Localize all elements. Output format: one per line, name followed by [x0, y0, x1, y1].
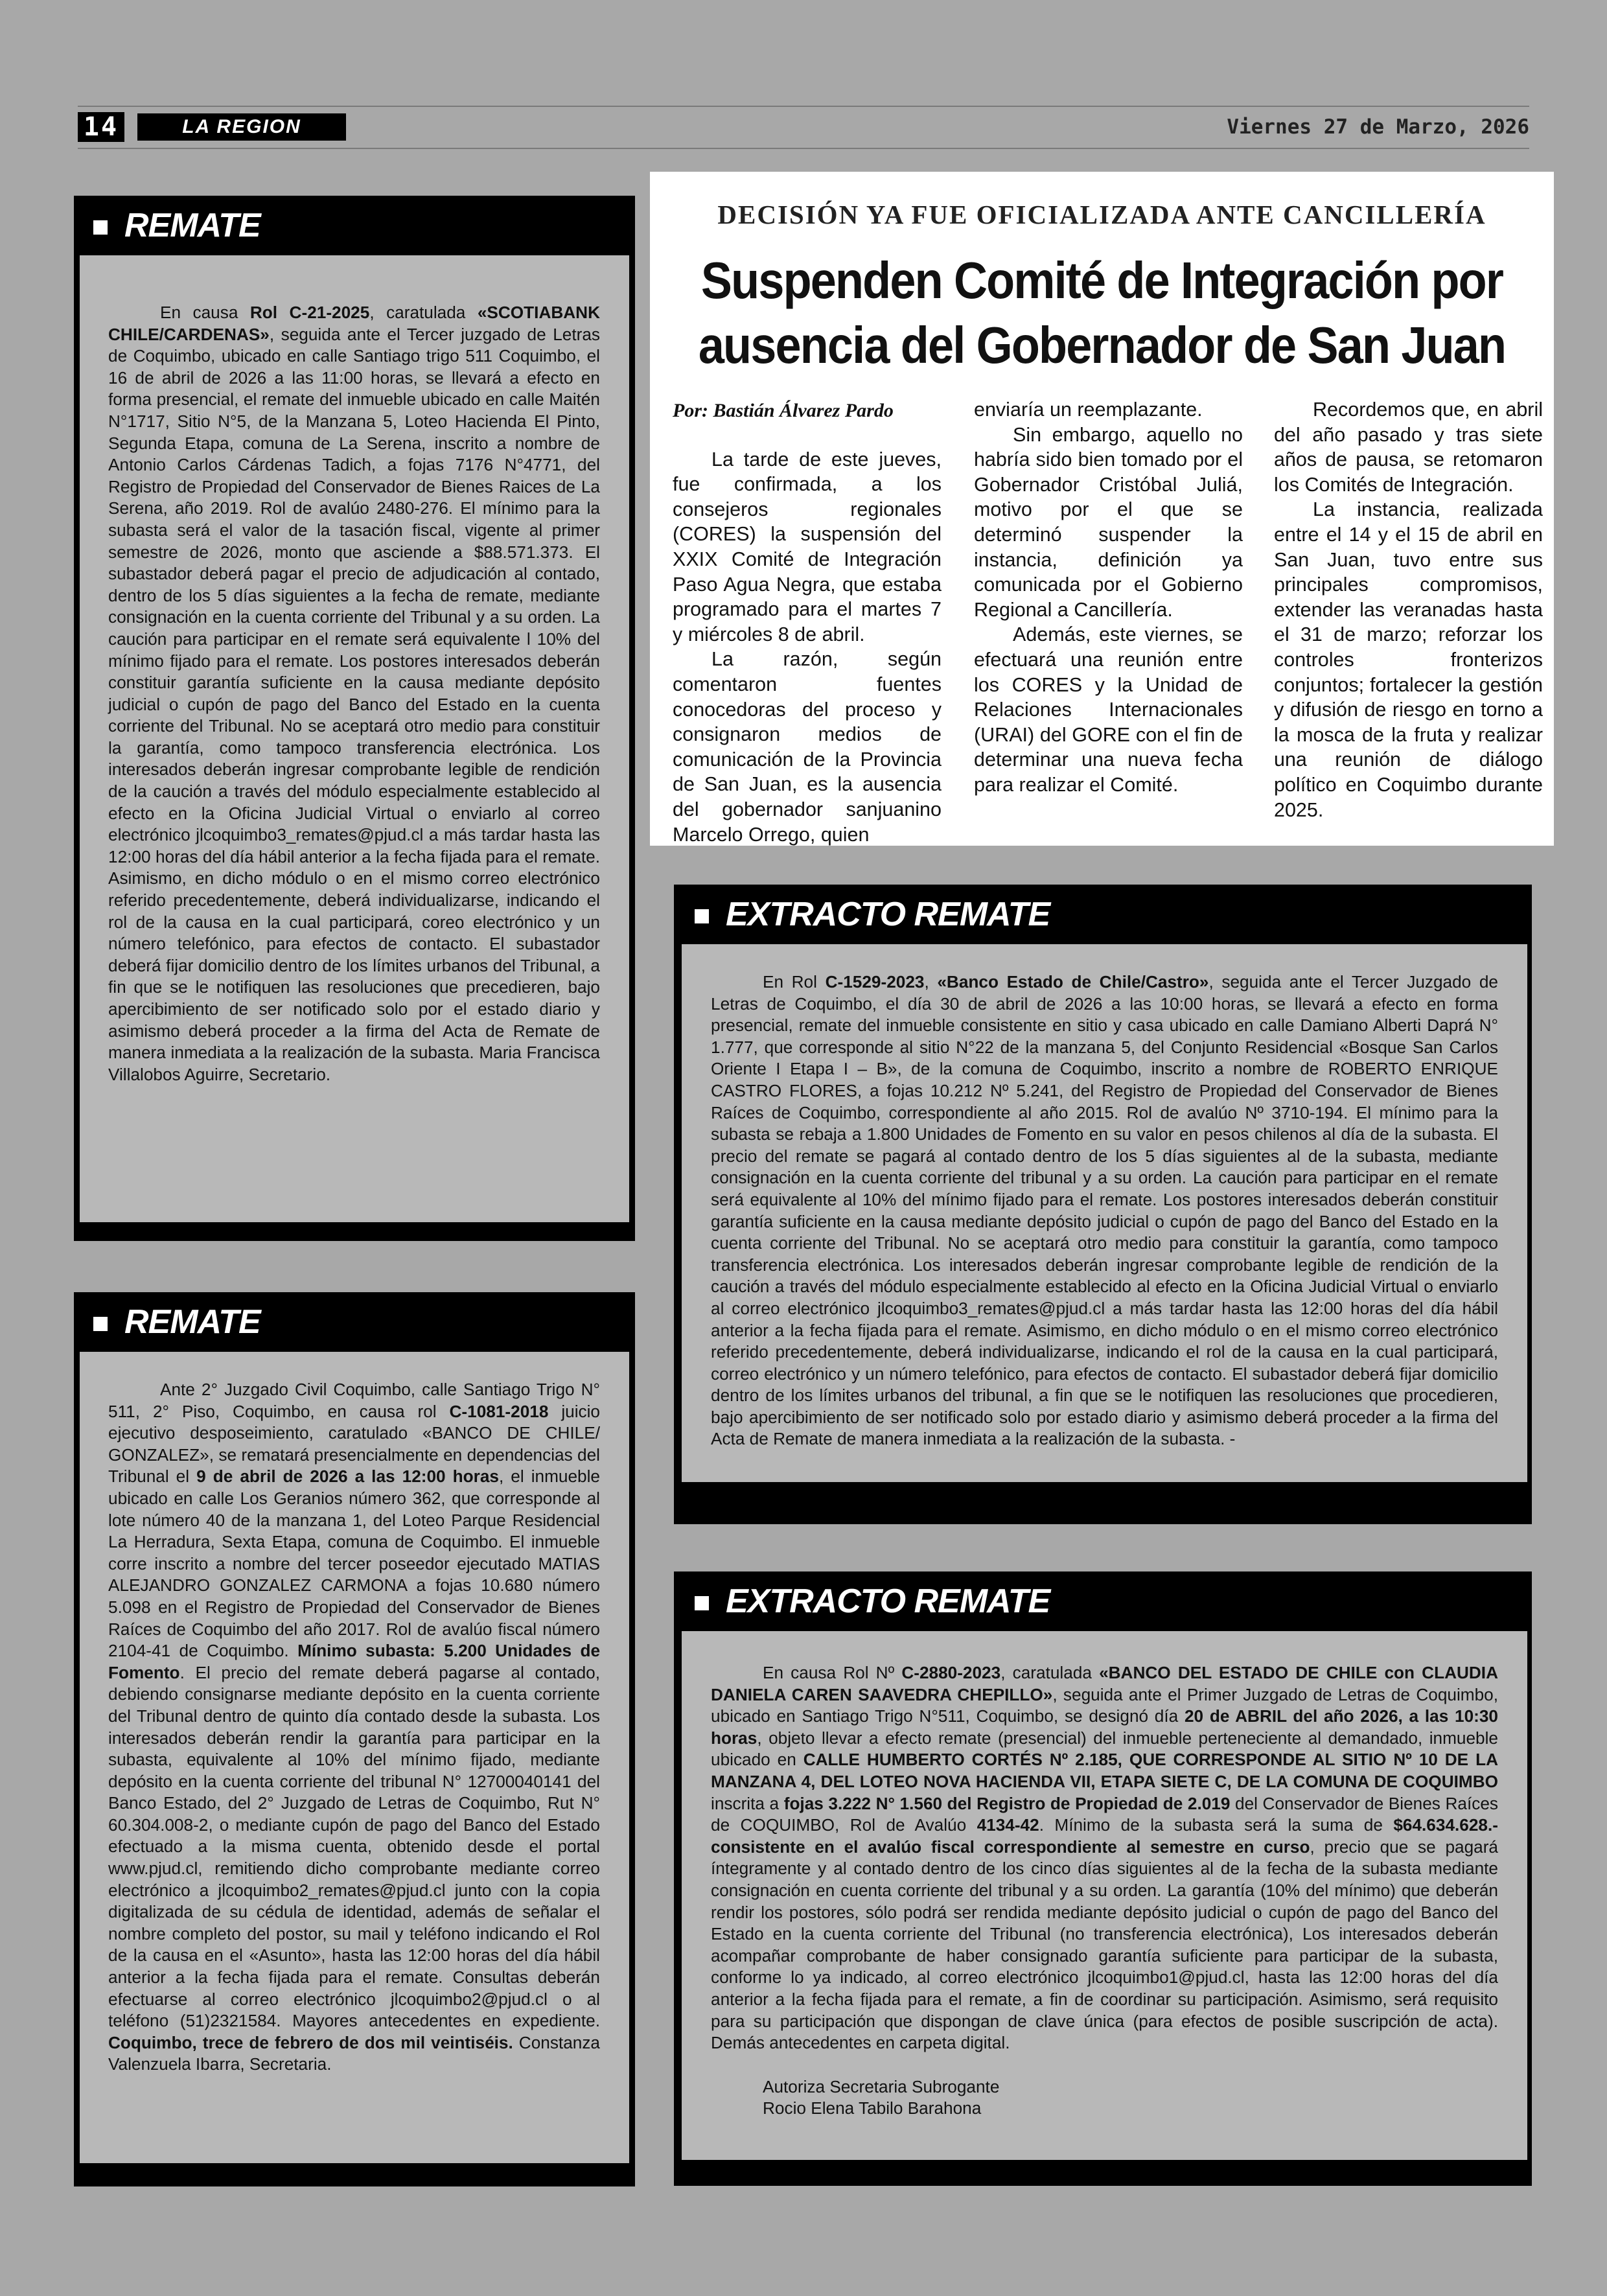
- remate-title: REMATE: [124, 207, 260, 244]
- extracto-title: EXTRACTO REMATE: [726, 1583, 1050, 1620]
- article-column-2: enviaría un reemplazante. Sin embargo, aquello no habría sido bien tomado por el Gobernador Cristóbal Juliá, motivo por el que se determinó suspender la instancia, definición ya comunicada por el Gobierno Regional a Cancillería. Además, este viernes, se efectuará una reunión entre los CORES y la Unidad de Relaciones Internacionales (URAI) del GORE con el fin de determinar una nueva fecha para realizar el Comité.: [974, 399, 1243, 796]
- remate-text: Ante 2° Juzgado Civil Coquimbo, calle Santiago Trigo N° 511, 2° Piso, Coquimbo, en causa rol C-1081-2018 juicio ejecutivo desposeimiento, caratulado «BANCO DE CHILE/ GONZALEZ», se rematará presencialmente en dependencias del Tribunal el 9 de abril de 2026 a las 12:00 horas, el inmueble ubicado en calle Los Geranios número 362, que corresponde al lote número 40 de la manzana 1, del Loteo Parque Residencial La Herradura, Sexta Etapa, comuna de Coquimbo. El inmueble corre inscrito a nombre del tercer poseedor ejecutado MATIAS ALEJANDRO GONZALEZ CARMONA a fojas 10.680 número 5.098 en el Registro de Propiedad del Conservador de Bienes Raíces de Coquimbo del año 2017. Rol de avalúo fiscal número 2104-41 de Coquimbo. Mínimo subasta: 5.200 Unidades de Fomento. El precio del remate deberá pagarse al contado, debiendo consignarse mediante depósito en la cuenta corriente del Tribunal dentro de quinto día contado desde la subasta. Los interesados deberán rendir la garantía para participar en la subasta, equivalente al 10% del mínimo fijado, mediante depósito en la cuenta corriente del tribunal N° 12700040141 del Banco Estado, del 2° Juzgado de Letras de Coquimbo, Rut N° 60.304.008-2, o mediante cupón de pago del Banco del Estado efectuado a la misma cuenta, obtenido desde el portal www.pjud.cl, remitiendo dicho comprobante mediante correo electrónico a jlcoquimbo2_remates@pjud.cl junto con la copia digitalizada de su cédula de identidad, además de señalar el nombre completo del postor, su mail y teléfono indicando el Rol de la causa en el «Asunto», hasta las 12:00 horas del día hábil anterior a la fecha fijada para el remate. Consultas deberán efectuarse al correo electrónico jlcoquimbo2@pjud.cl o al teléfono (51)2321584. Mayores antecedentes en expediente. Coquimbo, trece de febrero de dos mil veintiséis. Constanza Valenzuela Ibarra, Secretaria.: [108, 1380, 601, 2074]
- article-byline: Por: Bastián Álvarez Pardo: [673, 400, 894, 421]
- issue-date: Viernes 27 de Marzo, 2026: [1227, 115, 1529, 139]
- spacer: [711, 2054, 1498, 2076]
- remate-title-bar: [74, 1292, 635, 1352]
- news-article: [650, 172, 1554, 846]
- extracto-text: En causa Rol Nº C-2880-2023, caratulada «BANCO DEL ESTADO DE CHILE con CLAUDIA DANIELA CAREN SAAVEDRA CHEPILLO», seguida ante el Primer Juzgado de Letras de Coquimbo, ubicado en Santiago Trigo N°511, Coquimbo, se designó día 20 de ABRIL del año 2026, a las 10:30 horas, objeto llevar a efecto remate (presencial) del inmueble perteneciente al demandado, inmueble ubicado en CALLE HUMBERTO CORTÉS Nº 2.185, QUE CORRESPONDE AL SITIO Nº 10 DE LA MANZANA 4, DEL LOTEO NOVA HACIENDA VII, ETAPA SIETE C, DE LA COMUNA DE COQUIMBO inscrita a fojas 3.222 N° 1.560 del Registro de Propiedad de 2.019 del Conservador de Bienes Raíces de COQUIMBO, Rol de Avalúo 4134-42. Mínimo de la subasta será la suma de $64.634.628.- consistente en el avalúo fiscal correspondiente al semestre en curso, precio que se pagará íntegramente y al contado dentro de los cinco días siguientes al de la fecha de la subasta mediante consignación en cuenta corriente del tribunal y a su orden. La garantía (10% del mínimo) que deberán rendir los postores, sólo podrá ser rendida mediante depósito judicial o cupón de pago del Banco del Estado en la cuenta corriente del Tribunal (no transferencia electrónica), Los interesados deberán acompañar comprobante de haber consignado garantía suficiente para participar de la subasta, conforme lo ya indicado, al correo electrónico jlcoquimbo1@pjud.cl, hasta las 12:00 horas del día anterior a la fecha fijada para el remate, a fin de coordinar su participación. Asimismo, será requisito para su participación que dispongan de clave única (para efectos de posible suscripción de acta). Demás antecedentes en carpeta digital.: [711, 1663, 1498, 2053]
- bullet-square-icon: [695, 1596, 709, 1610]
- article-column-3: Recordemos que, en abril del año pasado y tras siete años de pausa, se retomaron los Comités de Integración. La instancia, realizada entre el 14 y el 15 de abril en San Juan, tuvo entre sus principales compromisos, extender las veranadas hasta el 31 de marzo; reforzar los controles fronterizos conjuntos; fortalecer la gestión y difusión de riesgo en torno a la mosca de la fruta y realizar una reunión de diálogo político en Coquimbo durante 2025.: [1274, 399, 1543, 821]
- extracto-body: [682, 944, 1527, 1482]
- bullet-square-icon: [93, 220, 108, 235]
- article-kicker: DECISIÓN YA FUE OFICIALIZADA ANTE CANCILLERÍA: [717, 200, 1486, 229]
- remate-body: [80, 1352, 629, 2163]
- extracto-title-bar: [674, 1571, 1532, 1631]
- bullet-square-icon: [695, 909, 709, 923]
- extracto-remate-notice-2: [674, 1571, 1532, 2186]
- extracto-title: EXTRACTO REMATE: [726, 896, 1050, 933]
- bullet-square-icon: [93, 1317, 108, 1331]
- extracto-body: [682, 1631, 1527, 2160]
- extracto-signature: Autoriza Secretaria Subrogante Rocio Elena Tabilo Barahona: [763, 2076, 1000, 2118]
- page-number: 14: [78, 112, 124, 142]
- article-column-1: Por: Bastián Álvarez Pardo La tarde de este jueves, fue confirmada, a los consejeros regionales (CORES) la suspensión del XXIX Comité de Integración Paso Agua Negra, que estaba programado para el martes 7 y miércoles 8 de abril. La razón, según comentaron fuentes conocedoras del proceso y consignaron medios de comunicación de la Provincia de San Juan, es la ausencia del gobernador sanjuanino Marcelo Orrego, quien: [673, 400, 942, 846]
- remate-text: En causa Rol C-21-2025, caratulada «SCOTIABANK CHILE/CARDENAS», seguida ante el Tercer juzgado de Letras de Coquimbo, ubicado en calle Santiago trigo 511 Coquimbo, el 16 de abril de 2026 a las 11:00 horas, se llevará a efecto en forma presencial, el remate del inmueble ubicado en calle Maitén N°1717, Sitio N°5, de la Manzana 5, Loteo Hacienda El Pinto, Segunda Etapa, comuna de La Serena, inscrito a nombre de Antonio Carlos Cárdenas Tadich, a fojas 7176 N°4771, del Registro de Propiedad del Conservador de Bienes Raices de La Serena, año 2019. Rol de avalúo 2480-276. El mínimo para la subasta será el valor de la tasación fiscal, vigente al primer semestre de 2026, monto que asciende a $88.571.373. El subastador deberá pagar el precio de adjudicación al contado, dentro de los 5 días siguientes a la fecha de remate, mediante consignación en la cuenta corriente del Tribunal y a su orden. La caución para participar en el remate será equivalente l 10% del mínimo fijado para el remate. Los postores interesados deberán constituir garantía suficiente en la causa mediante depósito judicial o cupón de pago del Banco del Estado en la cuenta corriente del Tribunal. No se aceptará otro medio para constituir la garantía, como tampoco transferencia electrónica. Los interesados deberán ingresar comprobante legible de rendición de la caución a través del módulo especialmente establecido al efecto en la Oficina Judicial Virtual o enviarlo al correo electrónico jlcoquimbo3_remates@pjud.cl a más tardar hasta las 12:00 horas del día hábil anterior a la fecha fijada para el remate. Asimismo, en dicho módulo o en el mismo correo electrónico referido precedentemente, deberá individualizarse, indicando el rol de la causa en la cual participará, coreo electrónico y un número telefónico, para efectos de contacto. El subastador deberá fijar domicilio dentro de los límites urbanos del Tribunal, a fin que se le notifiquen las resoluciones que precedieren, bajo apercibimiento de ser notificado solo por el estado diario y asimismo deberá proceder a la firma del Acta de Remate de manera inmediata a la realización de la subasta. Maria Francisca Villalobos Aguirre, Secretario.: [108, 303, 601, 1084]
- publication-logo: LA REGION: [137, 113, 346, 141]
- remate-body: [80, 255, 629, 1222]
- header-rule-bottom: [78, 148, 1529, 149]
- remate-title-bar: [74, 196, 635, 255]
- page-header: [78, 107, 1529, 146]
- remate-title: REMATE: [124, 1303, 260, 1341]
- remate-notice-1: [74, 196, 635, 1241]
- extracto-title-bar: [674, 885, 1532, 944]
- extracto-remate-notice-1: [674, 885, 1532, 1524]
- extracto-text: En Rol C-1529-2023, «Banco Estado de Chile/Castro», seguida ante el Tercer Juzgado de Letras de Coquimbo, el día 30 de abril de 2026 a las 10:00 horas, se llevará a efecto en forma presencial, remate del inmueble consistente en sitio y casa ubicado en calle Damiano Alberti Daprá N° 1.777, que corresponde al sitio N°22 de la manzana 5, del Conjunto Residencial «Bosque San Carlos Oriente I Etapa I – B», de la comuna de Coquimbo, inscrito a nombre de ROBERTO ENRIQUE CASTRO FLORES, a fojas 10.212 Nº 5.241, del Registro de Propiedad del Conservador de Bienes Raíces de Coquimbo, correspondiente al año 2015. Rol de avalúo Nº 3710-194. El mínimo para la subasta se rebaja a 1.800 Unidades de Fomento en su valor en pesos chilenos al día de la subasta. El precio del remate se pagará al contado dentro de los 5 días siguientes al de la subasta, mediante consignación en la cuenta corriente del tribunal y a su orden. La caución para participar en el remate será equivalente al 10% del mínimo fijado para el remate. Los postores interesados deberán constituir garantía suficiente en la causa mediante depósito judicial o cupón de pago del Banco del Estado en la cuenta corriente del Tribunal. No se aceptará otro medio para constituir la garantía, como tampoco transferencia electrónica. Los interesados deberán ingresar comprobante legible de rendición de la caución a través del módulo especialmente establecido al efecto en la Oficina Judicial Virtual o enviarlo al correo electrónico jlcoquimbo3_remates@pjud.cl a más tardar hasta las 12:00 horas del día hábil anterior a la fecha fijada para el remate. Asimismo, en dicho módulo o en el mismo correo electrónico referido precedentemente, deberá individualizarse, indicando el rol de la causa en la cual participará, correo electrónico y un número telefónico, para efectos de contacto. El subastador deberá fijar domicilio dentro de los límites urbanos del tribunal, a fin que se le notifiquen las resoluciones que procedieren, bajo apercibimiento de ser notificado solo por estado diario y asimismo deberá proceder a la firma del Acta de Remate de manera inmediata a la realización de la subasta. -: [711, 972, 1498, 1449]
- remate-notice-2: [74, 1292, 635, 2186]
- article-headline: Suspenden Comité de Integración por ausencia del Gobernador de San Juan: [698, 251, 1506, 374]
